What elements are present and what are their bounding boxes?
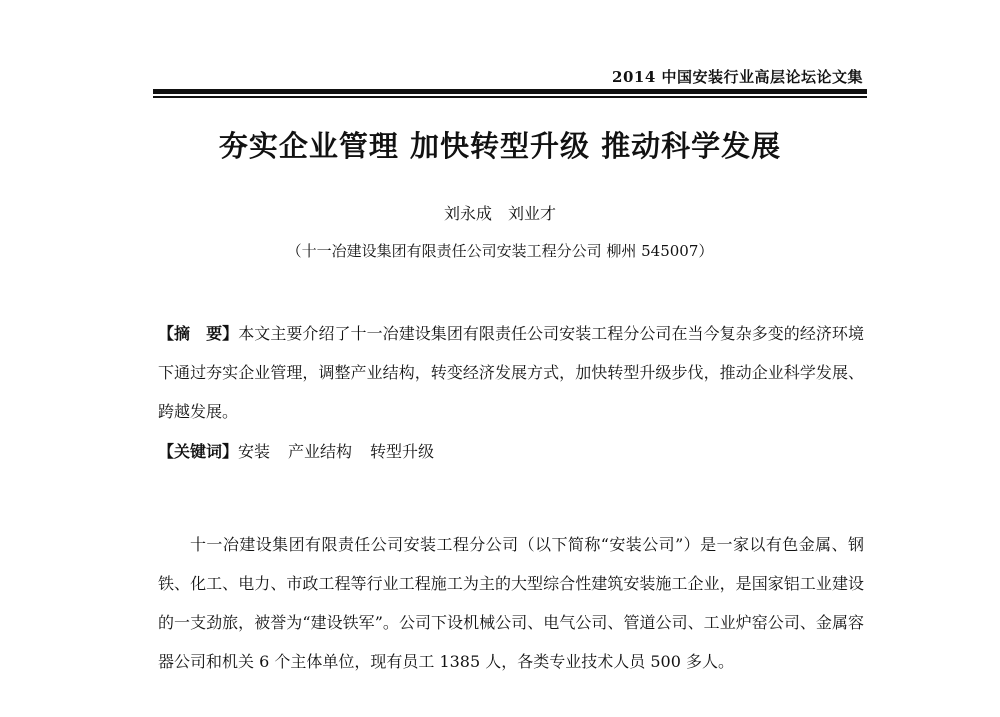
keyword-term: 产业结构 <box>288 442 353 461</box>
abstract-label: 【摘 要】 <box>158 324 239 343</box>
body-paragraph: 十一冶建设集团有限责任公司安装工程分公司（以下简称“安装公司”）是一家以有色金属、钢铁、化工、电力、市政工程等行业工程施工为主的大型综合性建筑安装施工企业，是国家铝工业建设的一支劲旅，被誉为“建设铁军”。公司下设机械公司、电气公司、管道公司、工业炉窑公司、金属容器公司和机关 6 个主体单位，现有员工 1385 人，各类专业技术人员 500 多人。 <box>158 535 864 671</box>
abstract-text: 本文主要介绍了十一冶建设集团有限责任公司安装工程分公司在当今复杂多变的经济环境下通过夯实企业管理，调整产业结构，转变经济发展方式，加快转型升级步伐，推动企业科学发展、跨越发展。 <box>158 324 864 421</box>
article-authors: 刘永成 刘业才 <box>443 204 556 223</box>
article-affiliation: （十一冶建设集团有限责任公司安装工程分公司 柳州 545007） <box>286 242 714 260</box>
article-title: 夯实企业管理 加快转型升级 推动科学发展 <box>218 129 782 163</box>
keywords <box>158 432 864 471</box>
header-rule-thin <box>153 96 867 98</box>
keyword-term: 转型升级 <box>370 442 435 461</box>
keyword-term: 安装 <box>238 442 271 461</box>
keywords-label: 【关键词】 <box>158 442 239 461</box>
running-header-title: 2014 中国安装行业高层论坛论文集 <box>612 68 863 86</box>
abstract <box>158 314 864 431</box>
header-rule-thick <box>153 89 867 94</box>
